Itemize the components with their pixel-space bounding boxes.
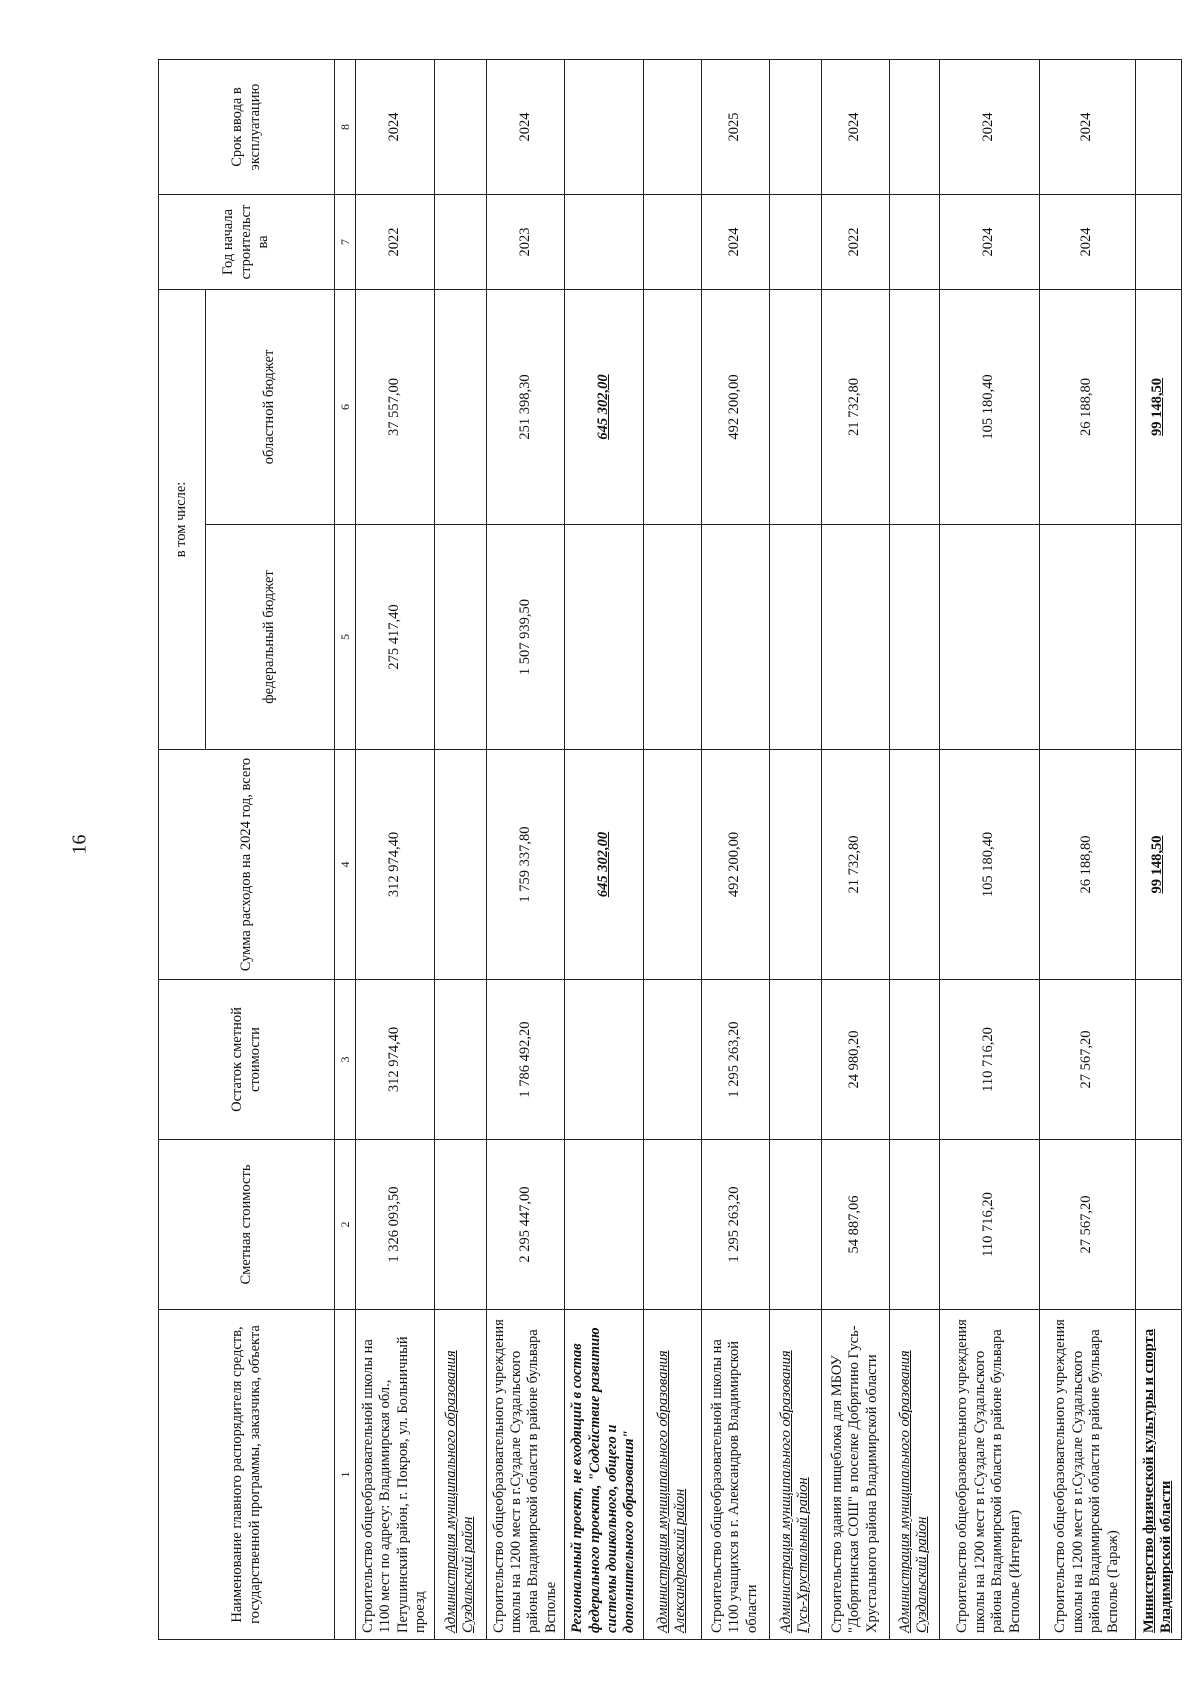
row-start-year: 2024 [701,195,769,290]
row-name: Администрация муниципального образования Александровский район [643,1310,701,1640]
row-name: Строительство общеобразовательного учреждения школы на 1200 мест в г.Суздале Суздальского района Владимирской области в районе бульвара Всполье [486,1310,565,1640]
row-start-year: 2022 [356,195,435,290]
row-federal [701,525,769,750]
column-number: 6 [335,290,356,525]
row-federal: 275 417,40 [356,525,435,750]
row-finish [434,60,486,195]
header-finish: Срок ввода в эксплуатацию [159,60,335,195]
row-total: 645 302,00 [565,750,644,980]
row-total: 312 974,40 [356,750,435,980]
column-number: 4 [335,750,356,980]
row-smeta: 54 887,06 [821,1140,889,1310]
table-row [565,60,644,1640]
row-oblast: 37 557,00 [356,290,435,525]
row-name: Администрация муниципального образования Суздальский район [434,1310,486,1640]
row-ostatok: 110 716,20 [939,980,1039,1140]
row-ostatok [565,980,644,1140]
row-smeta [643,1140,701,1310]
row-oblast: 26 188,80 [1039,290,1135,525]
row-finish [565,60,644,195]
row-name: Администрация муниципального образования Суздальский район [889,1310,939,1640]
table-row [1039,60,1135,1640]
row-ostatok: 27 567,20 [1039,980,1135,1140]
table-row [434,60,486,1640]
row-start-year [1135,195,1181,290]
header-federal: федеральный бюджет [206,525,335,750]
table-row [769,60,821,1640]
header-oblast: областной бюджет [206,290,335,525]
column-number: 8 [335,60,356,195]
row-oblast: 105 180,40 [939,290,1039,525]
row-name: Строительство общеобразовательной школы на 1100 учащихся в г. Александров Владимирской области [701,1310,769,1640]
row-total: 492 200,00 [701,750,769,980]
row-smeta: 2 295 447,00 [486,1140,565,1310]
row-name: Строительство общеобразовательного учреждения школы на 1200 мест в г.Суздале Суздальского района Владимирской области в районе бульвара Всполье (Интернат) [939,1310,1039,1640]
row-federal [565,525,644,750]
row-start-year [643,195,701,290]
header-group: в том числе: [159,290,206,750]
row-finish [1135,60,1181,195]
row-smeta [769,1140,821,1310]
table-row [821,60,889,1640]
row-smeta: 27 567,20 [1039,1140,1135,1310]
row-ostatok [769,980,821,1140]
row-name: Региональный проект, не входящий в состав федерального проекта, "Содействие развитию системы дошкольного, общего и дополнительного образования" [565,1310,644,1640]
row-smeta [889,1140,939,1310]
row-smeta [565,1140,644,1310]
page-number: 16 [68,834,91,855]
row-total: 105 180,40 [939,750,1039,980]
row-start-year [565,195,644,290]
row-ostatok: 1 295 263,20 [701,980,769,1140]
row-start-year: 2024 [1039,195,1135,290]
table-row [1135,60,1181,1640]
row-start-year: 2023 [486,195,565,290]
row-federal [1039,525,1135,750]
row-ostatok [434,980,486,1140]
row-oblast [434,290,486,525]
row-finish [889,60,939,195]
table-row [643,60,701,1640]
row-ostatok [1135,980,1181,1140]
table-row [939,60,1039,1640]
table-row [701,60,769,1640]
header-total: Сумма расходов на 2024 год, всего [159,750,335,980]
header-start-year: Год начала строительст ва [159,195,335,290]
row-smeta [1135,1140,1181,1310]
row-smeta: 110 716,20 [939,1140,1039,1310]
row-federal [1135,525,1181,750]
row-ostatok: 312 974,40 [356,980,435,1140]
row-federal [821,525,889,750]
row-name: Администрация муниципального образования Гусь-Хрустальный район [769,1310,821,1640]
row-ostatok: 1 786 492,20 [486,980,565,1140]
row-start-year [434,195,486,290]
row-smeta: 1 295 263,20 [701,1140,769,1310]
row-ostatok [643,980,701,1140]
row-start-year: 2022 [821,195,889,290]
table-row [486,60,565,1640]
row-ostatok [889,980,939,1140]
row-total [769,750,821,980]
row-oblast: 645 302,00 [565,290,644,525]
row-federal [769,525,821,750]
row-smeta: 1 326 093,50 [356,1140,435,1310]
header-ostatok: Остаток сметной стоимости [159,980,335,1140]
row-federal [889,525,939,750]
row-start-year: 2024 [939,195,1039,290]
column-number: 7 [335,195,356,290]
row-total: 1 759 337,80 [486,750,565,980]
header-name: Наименование главного распорядителя средств, государственной программы, заказчика, объекта [159,1310,335,1640]
row-federal: 1 507 939,50 [486,525,565,750]
row-smeta [434,1140,486,1310]
row-oblast [769,290,821,525]
column-number: 3 [335,980,356,1140]
row-oblast [889,290,939,525]
row-finish [769,60,821,195]
table-rotated-wrapper [158,60,1175,1640]
row-name: Строительство общеобразовательной школы на 1100 мест по адресу: Владимирская обл., Петушинский район, г. Покров, ул. Больничный проезд [356,1310,435,1640]
column-number: 1 [335,1310,356,1640]
budget-table [158,59,1182,1640]
row-federal [939,525,1039,750]
row-name: Строительство здания пищеблока для МБОУ "Добрятинская СОШ" в поселке Добрятино Гусь-Хрустального района Владимирской области [821,1310,889,1640]
row-start-year [889,195,939,290]
table-row [356,60,435,1640]
row-finish: 2024 [939,60,1039,195]
row-finish [643,60,701,195]
table-row [889,60,939,1640]
row-finish: 2024 [1039,60,1135,195]
column-number-row [335,60,356,1640]
row-oblast: 21 732,80 [821,290,889,525]
row-total [643,750,701,980]
header-smeta: Сметная стоимость [159,1140,335,1310]
row-total: 21 732,80 [821,750,889,980]
row-oblast: 99 148,50 [1135,290,1181,525]
row-name: Строительство общеобразовательного учреждения школы на 1200 мест в г.Суздале Суздальского района Владимирской области в районе бульвара Всполье (Гараж) [1039,1310,1135,1640]
row-oblast: 492 200,00 [701,290,769,525]
row-oblast [643,290,701,525]
row-start-year [769,195,821,290]
row-total [889,750,939,980]
row-federal [643,525,701,750]
row-federal [434,525,486,750]
row-finish: 2024 [486,60,565,195]
row-finish: 2025 [701,60,769,195]
row-oblast: 251 398,30 [486,290,565,525]
row-ostatok: 24 980,20 [821,980,889,1140]
row-finish: 2024 [821,60,889,195]
column-number: 5 [335,525,356,750]
row-total: 99 148,50 [1135,750,1181,980]
row-total [434,750,486,980]
column-number: 2 [335,1140,356,1310]
row-name: Министерство физической культуры и спорта Владимирской области [1135,1310,1181,1640]
row-total: 26 188,80 [1039,750,1135,980]
row-finish: 2024 [356,60,435,195]
